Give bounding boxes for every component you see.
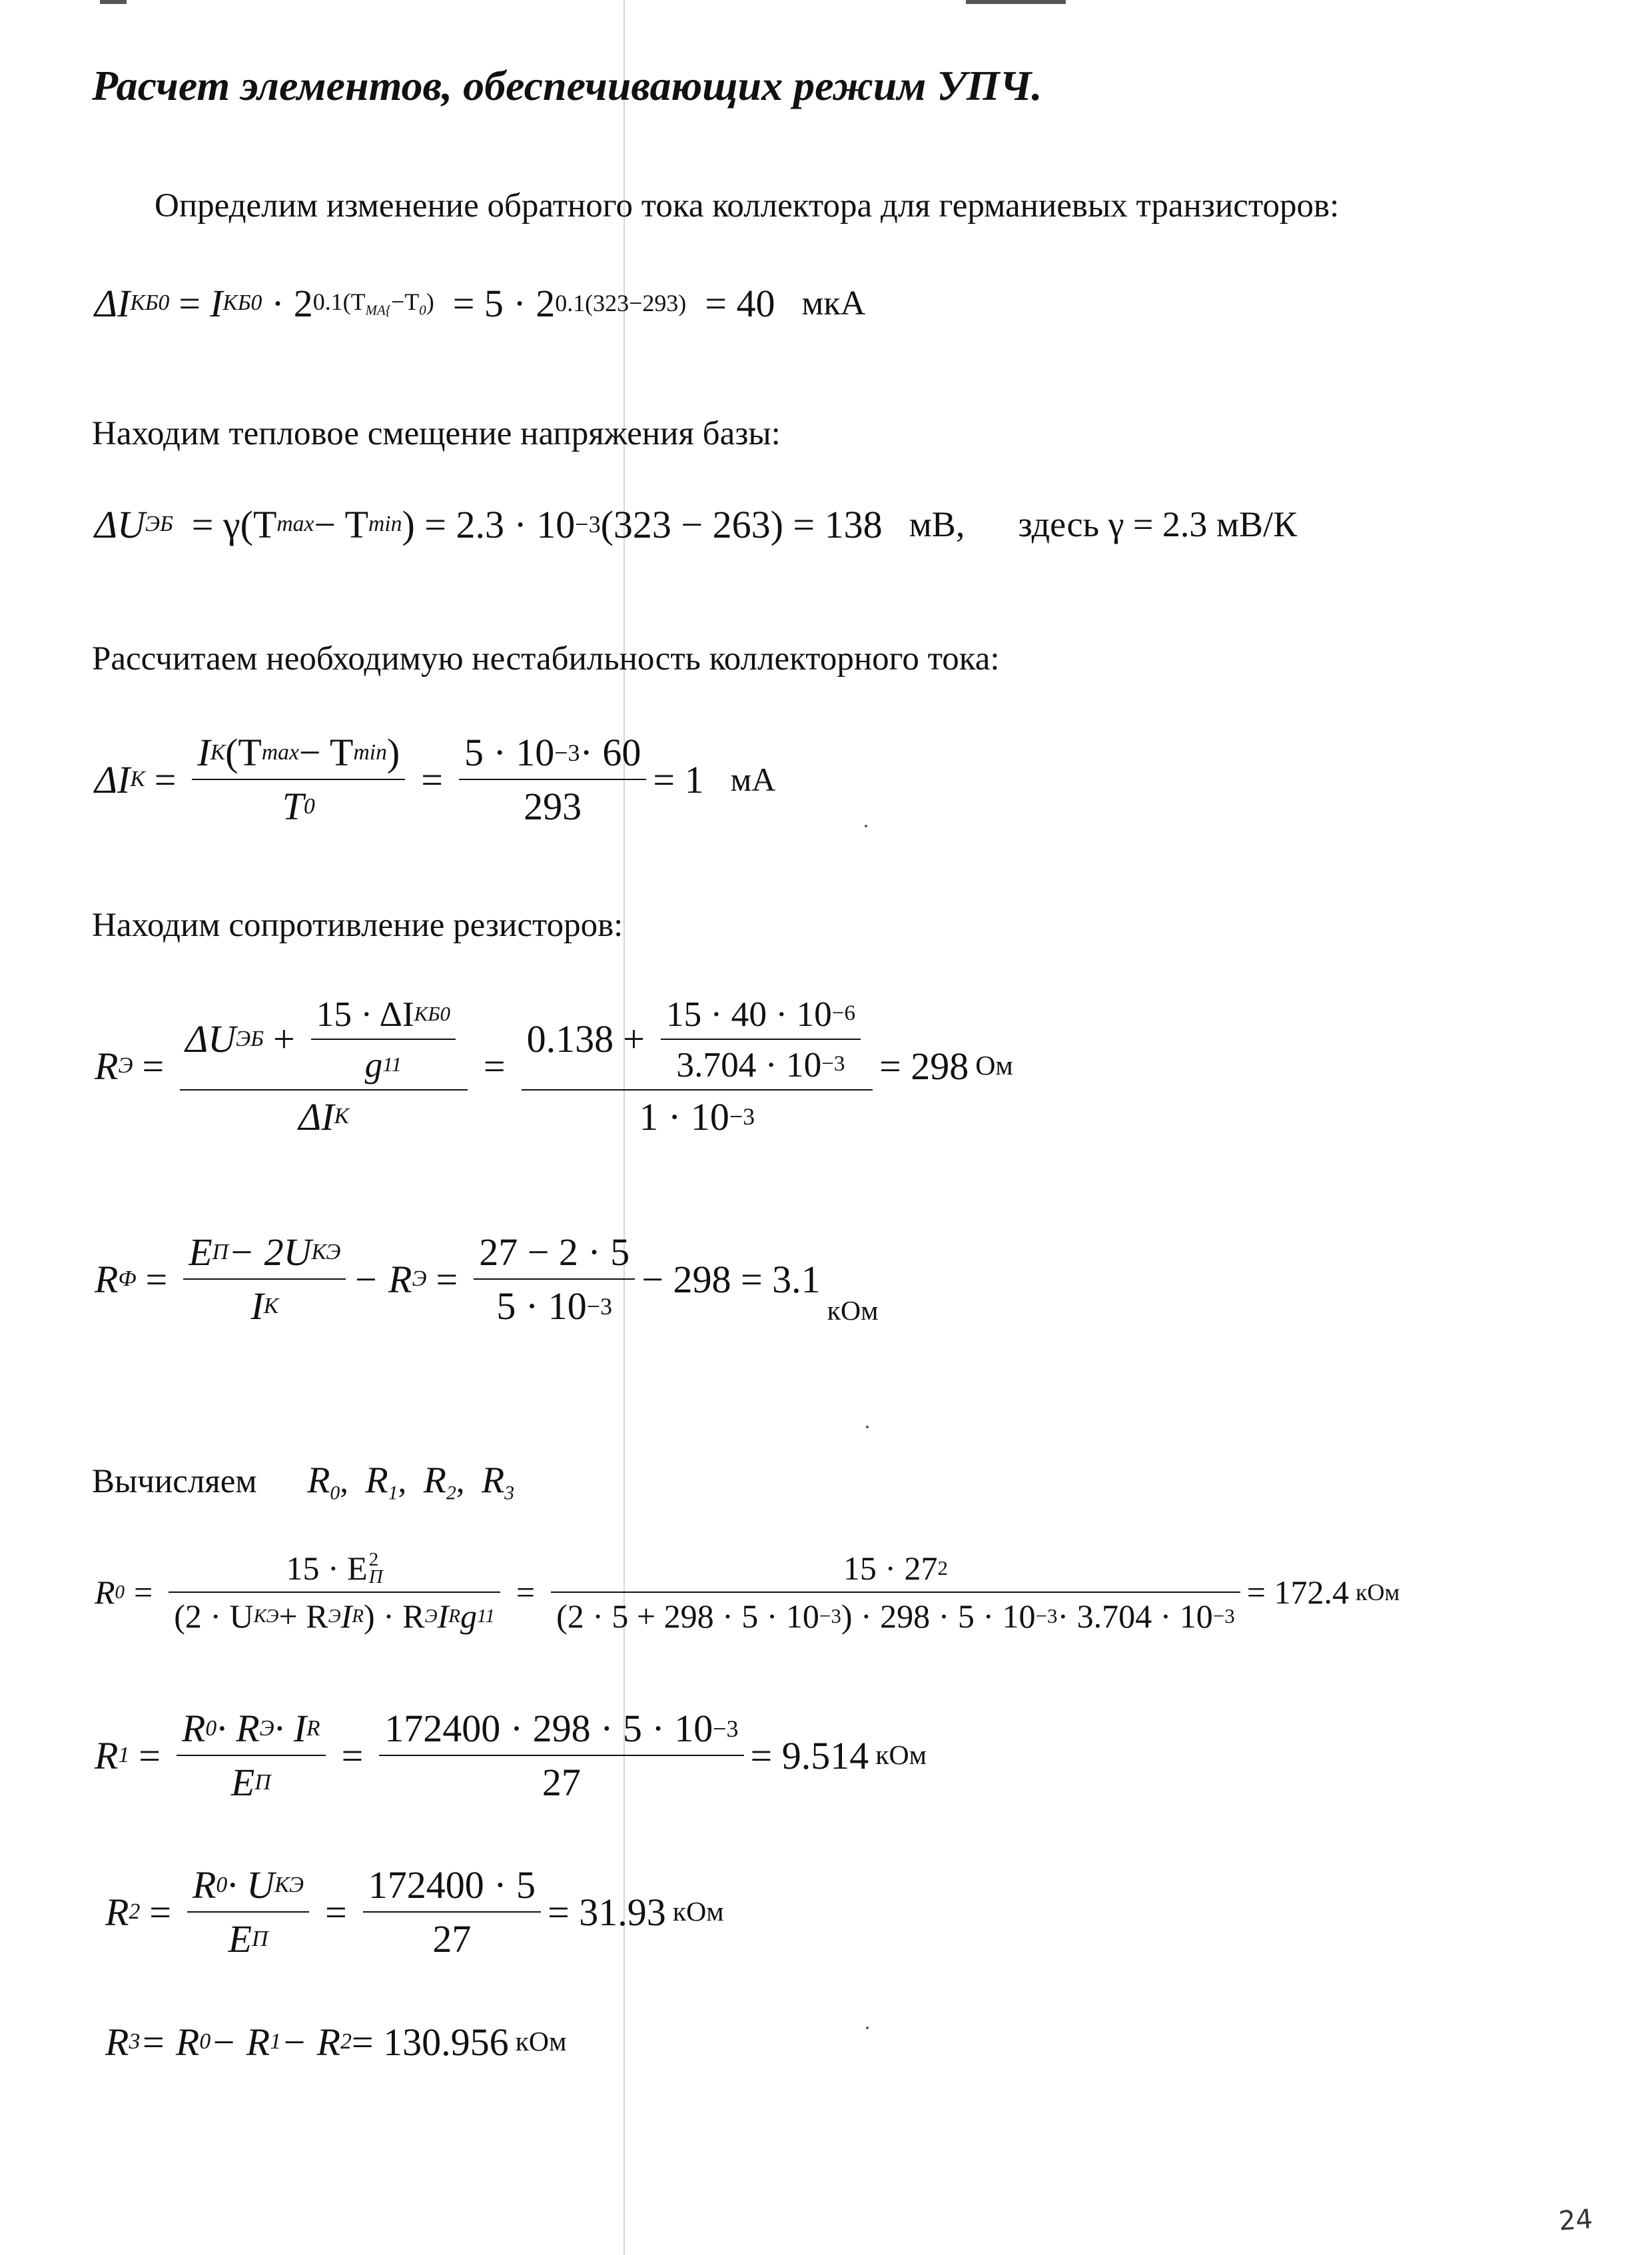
equation-r2: R 2 = R 0 · U КЭ E П = $\frac{172400 \cdot 5}{27}$ = 31.93 кОм xyxy=(105,1863,724,1961)
page-title: Расчет элементов, обеспечивающих режим УПЧ. xyxy=(92,62,1042,109)
scan-artifact xyxy=(966,0,1066,4)
equation-delta-ikb0: ΔI КБ0 = I КБ0 · 2 $0.1(T_{MA\{}-T_0)$ = 5 · 2 0.1(323−293) = 40 мкА xyxy=(95,281,866,325)
equation-r3: R 3 = R 0 − R 1 − R 2 = 130.956 кОм xyxy=(105,2020,567,2064)
equation-delta-ik: ΔI К = I К (T max − T min ) T 0 = 5 · 10 −3 · 60 293 = 1 мА xyxy=(95,731,776,828)
scan-speck xyxy=(866,1426,869,1428)
scan-speck xyxy=(866,2027,869,2029)
scan-artifact xyxy=(100,0,127,4)
page-number-handwritten: 24 xyxy=(1557,2204,1594,2237)
paragraph-base-voltage-shift: Находим тепловое смещение напряжения базы: xyxy=(92,415,781,452)
equation-r-filter: R Ф = E П − 2U КЭ I К − R Э = 27 − 2 · 5 5 · 10 −3 − 298 = 3.1 кОм xyxy=(95,1230,879,1328)
equation-r0: R 0 = 15 · E 2 П (2 · U КЭ + R Э I R ) · R Э I R g 11 = 15 · 27 2 (2 · 5 + 298 · 5 · 10 −3 ) · 298 · 5 · 10 −3 · 3.704 · 10 −3 = 172.4 кОм xyxy=(95,1548,1400,1635)
scan-speck xyxy=(865,825,867,827)
equation-r1: R 1 = R 0 · R Э · I R E П = 172400 · 298 · 5 · 10 −3 27 = 9.514 кОм xyxy=(95,1707,927,1804)
paragraph-resistors: Находим сопротивление резисторов: xyxy=(92,907,623,944)
equation-delta-ueb: ΔU ЭБ = γ(T max − T min ) = 2.3 · 10 −3 (323 − 263) = 138 мВ, здесь γ = 2.3 мВ/К xyxy=(95,502,1298,546)
equation-r-emitter: R Э = ΔU ЭБ + 15 · ΔI КБ0 g 11 ΔI К = 0.138 + 15 · 40 · 10 −6 3.704 · 10 −3 1 · 10 −3 = 298 Ом xyxy=(95,993,1013,1138)
paragraph-reverse-current: Определим изменение обратного тока коллектора для германиевых транзисторов: xyxy=(155,187,1340,225)
paragraph-collector-instability: Рассчитаем необходимую нестабильность коллекторного тока: xyxy=(92,640,1000,677)
paragraph-calculate: Вычисляем $R_0$, $R_1$, $R_2$, $R_3$ xyxy=(92,1460,514,1504)
